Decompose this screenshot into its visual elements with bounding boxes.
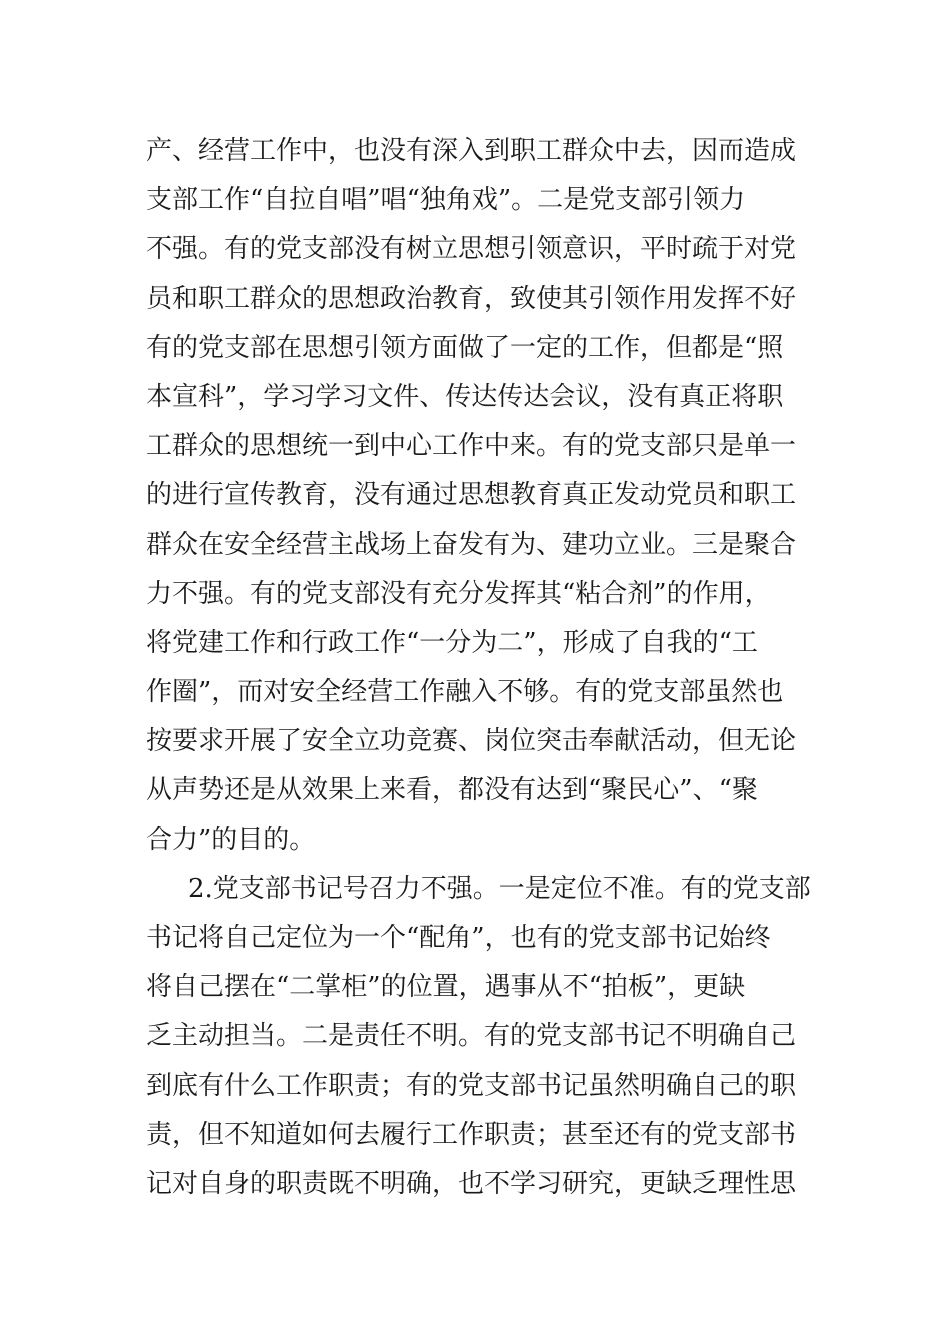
text-line: 到底有什么工作职责；有的党支部书记虽然明确自己的职	[146, 1070, 797, 1101]
text-line: 员和职工群众的思想政治教育，致使其引领作用发挥不好	[146, 283, 797, 314]
text-line: 按要求开展了安全立功竞赛、岗位突击奉献活动，但无论	[146, 726, 797, 757]
text-line: 工群众的思想统一到中心工作中来。有的党支部只是单一	[146, 431, 797, 462]
text-line: 作圈”，而对安全经营工作融入不够。有的党支部虽然也	[146, 677, 784, 708]
text-line: 责，但不知道如何去履行工作职责；甚至还有的党支部书	[146, 1119, 797, 1150]
text-line: 的进行宣传教育，没有通过思想教育真正发动党员和职工	[146, 480, 797, 511]
text-line: 有的党支部在思想引领方面做了一定的工作，但都是“照	[146, 332, 784, 363]
text-line: 群众在安全经营主战场上奋发有为、建功立业。三是聚合	[146, 529, 797, 560]
body-text	[146, 127, 816, 1209]
text-line: 支部工作“自拉自唱”唱“独角戏”。二是党支部引领力	[146, 185, 746, 216]
text-line: 书记将自己定位为一个“配角”，也有的党支部书记始终	[146, 923, 771, 953]
text-line: 记对自身的职责既不明确，也不学习研究，更缺乏理性思	[146, 1168, 797, 1199]
text-line: 将党建工作和行政工作“一分为二”，形成了自我的“工	[146, 627, 758, 658]
paragraph-heading-line: 2.党支部书记号召力不强。一是定位不准。有的党支部	[188, 873, 811, 904]
text-line: 力不强。有的党支部没有充分发挥其“粘合剂”的作用，	[146, 578, 771, 609]
text-line: 从声势还是从效果上来看，都没有达到“聚民心”、“聚	[146, 775, 758, 806]
text-line: 产、经营工作中，也没有深入到职工群众中去，因而造成	[146, 136, 797, 166]
text-line: 乏主动担当。二是责任不明。有的党支部书记不明确自己	[146, 1021, 797, 1052]
text-line: 合力”的目的。	[146, 824, 316, 855]
text-line: 将自己摆在“二掌柜”的位置，遇事从不“拍板”，更缺	[146, 972, 746, 1003]
text-line: 本宣科”，学习学习文件、传达传达会议，没有真正将职	[146, 381, 784, 412]
text-line: 不强。有的党支部没有树立思想引领意识，平时疏于对党	[146, 234, 797, 265]
